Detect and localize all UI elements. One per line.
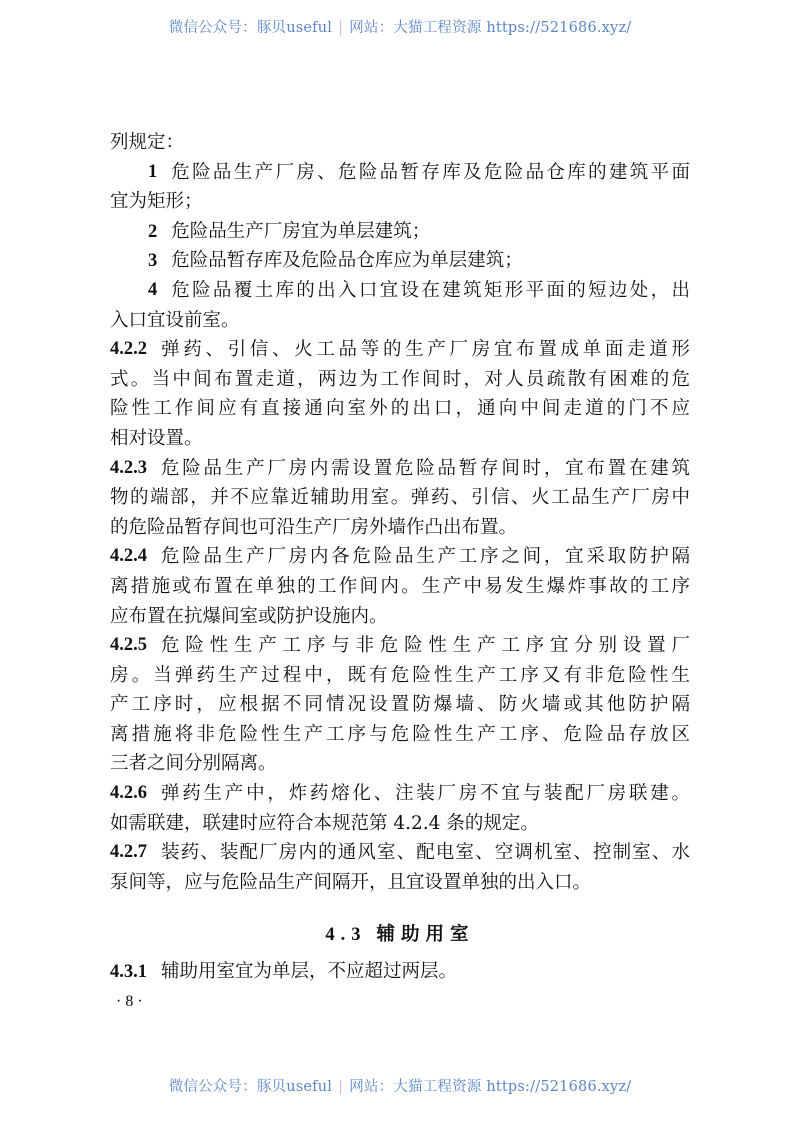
intro-line: 列规定：: [110, 132, 185, 153]
line-text: 物的端部，并不应靠近辅助用室。弹药、引信、火工品生产厂房中: [110, 487, 690, 509]
line-text: 离措施将非危险性生产工序与危险性生产工序、危险品存放区: [110, 723, 690, 745]
clause-number: 4.2.5: [110, 635, 147, 656]
line-text: 危险品生产厂房内各危险品生产工序之间，宜采取防护隔: [161, 546, 690, 568]
clause-number: 4.3.1: [110, 962, 147, 983]
clause: [110, 454, 690, 543]
clause-number: 4.2.7: [110, 842, 147, 863]
clause: [110, 957, 690, 987]
watermark-left: 微信公众号：豚贝useful: [168, 20, 333, 36]
text-line: [110, 631, 690, 661]
list-item-number: 1: [148, 161, 158, 182]
line-text: 宜为矩形；: [110, 191, 203, 213]
line-text: 险性工作间应有直接通向室外的出口，通向中间走道的门不应: [110, 398, 690, 420]
list-item: [110, 246, 690, 276]
text-line: [110, 957, 690, 987]
text-line: [110, 838, 690, 868]
text-line: [110, 365, 690, 395]
line-text: 弹药生产中，炸药熔化、注装厂房不宜与装配厂房联建。: [161, 783, 690, 805]
text-line: [110, 690, 690, 720]
line-text: 弹药、引信、火工品等的生产厂房宜布置成单面走道形: [161, 339, 690, 361]
text-line: [110, 217, 690, 247]
text-line: [110, 749, 690, 779]
text-line: [110, 779, 690, 809]
list-item-number: 2: [148, 221, 158, 242]
watermark-right: 网站：大猫工程资源 https://521686.xyz/: [349, 1079, 632, 1095]
list-item: [110, 276, 690, 335]
line-text: 应布置在抗爆间室或防护设施内。: [110, 605, 388, 627]
clause-number: 4.2.3: [110, 457, 147, 478]
watermark-left: 微信公众号：豚贝useful: [168, 1079, 333, 1095]
text-line: [110, 542, 690, 572]
line-text: 式。当中间布置走道，两边为工作间时，对人员疏散有困难的危: [110, 368, 690, 390]
clause: [110, 838, 690, 897]
line-text: 危险性生产工序与非危险性生产工序宜分别设置厂: [161, 635, 690, 657]
line-text: 危险品覆土库的出入口宜设在建筑矩形平面的短边处，出: [171, 279, 690, 301]
line-text: 危险品生产厂房、危险品暂存库及危险品仓库的建筑平面: [171, 161, 690, 183]
clause-number: 4.2.6: [110, 783, 147, 804]
clause-number: 4.2.2: [110, 339, 147, 360]
text-line: [110, 246, 690, 276]
line-text: 三者之间分别隔离。: [110, 753, 277, 775]
list-item-number: 3: [148, 251, 158, 272]
text-line: [110, 809, 690, 839]
clause: [110, 335, 690, 453]
section-heading: [110, 897, 690, 947]
text-line: [110, 513, 690, 543]
text-line: [110, 335, 690, 365]
text-line: [110, 602, 690, 632]
line-text: 如需联建，联建时应符合本规范第 4.2.4 条的规定。: [110, 812, 539, 834]
line-text: 入口宜设前室。: [110, 309, 240, 331]
text-line: [110, 720, 690, 750]
line-text: 危险品生产厂房内需设置危险品暂存间时，宜布置在建筑: [161, 457, 690, 479]
line-text: 危险品暂存库及危险品仓库应为单层建筑；: [171, 250, 523, 272]
text-line: [110, 306, 690, 336]
section-title: 辅助用室: [376, 924, 475, 946]
watermark-right: 网站：大猫工程资源 https://521686.xyz/: [349, 20, 632, 36]
line-text: 装药、装配厂房内的通风室、配电室、空调机室、控制室、水: [161, 842, 690, 864]
list-item: [110, 217, 690, 247]
text-line: [110, 187, 690, 217]
text-line: [110, 572, 690, 602]
text-line: [110, 483, 690, 513]
line-text: 的危险品暂存间也可沿生产厂房外墙作凸出布置。: [110, 516, 518, 538]
text-line: [110, 868, 690, 898]
line-text: 相对设置。: [110, 427, 203, 449]
section-number: 4.3: [325, 925, 367, 946]
watermark-footer: [0, 1075, 800, 1096]
text-line: [110, 276, 690, 306]
text-line: [110, 158, 690, 188]
clause: [110, 542, 690, 631]
list-item-number: 4: [148, 279, 158, 300]
page-number: · 8 ·: [116, 993, 143, 1011]
clause-number: 4.2.4: [110, 546, 147, 567]
line-text: 房。当弹药生产过程中，既有危险性生产工序又有非危险性生: [110, 664, 690, 686]
line-text: 产工序时，应根据不同情况设置防爆墙、防火墙或其他防护隔: [110, 694, 690, 716]
text-line: [110, 424, 690, 454]
text-line: [110, 661, 690, 691]
document-body: [110, 128, 690, 1011]
line-text: 辅助用室宜为单层，不应超过两层。: [161, 961, 458, 983]
text-line: [110, 394, 690, 424]
watermark-separator: |: [338, 20, 344, 36]
line-text: 泵间等，应与危险品生产间隔开，且宜设置单独的出入口。: [110, 871, 592, 893]
watermark-separator: |: [338, 1079, 344, 1095]
line-text: 离措施或布置在单独的工作间内。生产中易发生爆炸事故的工序: [110, 575, 690, 597]
watermark-header: [0, 16, 800, 37]
text-line: [110, 454, 690, 484]
list-item: [110, 158, 690, 217]
clause: [110, 631, 690, 779]
clause: [110, 779, 690, 838]
line-text: 危险品生产厂房宜为单层建筑；: [171, 220, 431, 242]
